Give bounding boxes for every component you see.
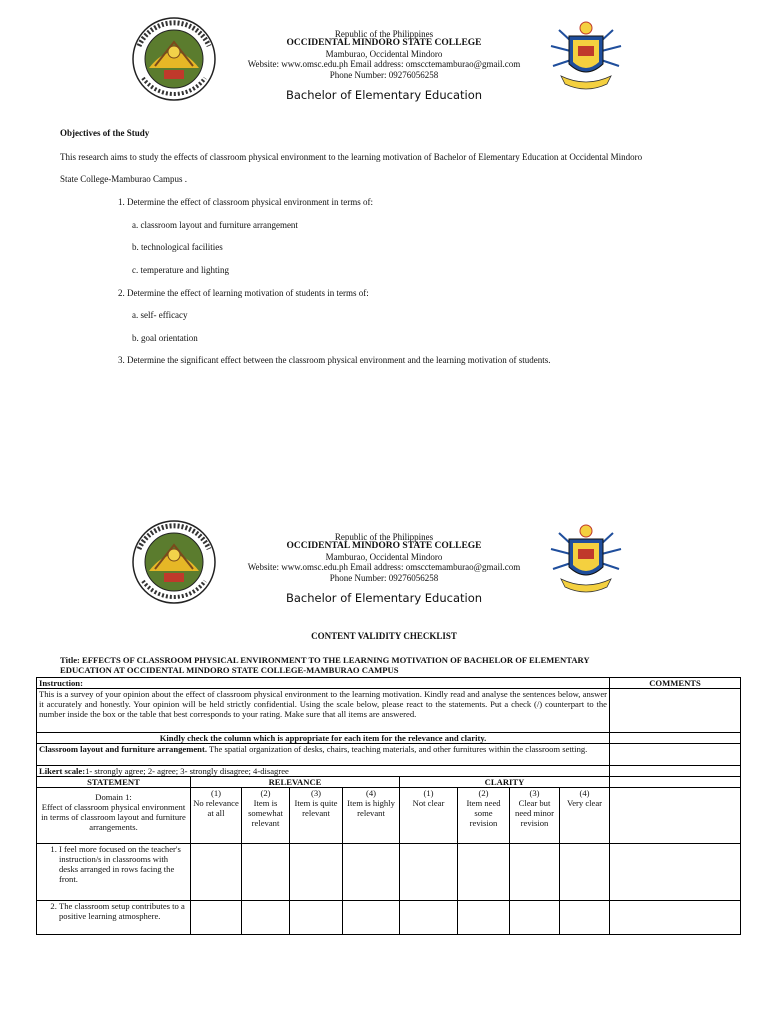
scale-number: (1) xyxy=(423,788,434,798)
objectives-heading: Objectives of the Study xyxy=(60,128,150,138)
header-phone: Phone Number: 09276056258 xyxy=(329,70,439,80)
header-website: Website: www.omsc.edu.ph Email address: omscctemamburao@gmail.com xyxy=(247,562,521,572)
rating-cell[interactable] xyxy=(458,844,510,901)
header-address: Mamburao, Occidental Mindoro xyxy=(325,552,443,562)
comments-cell[interactable] xyxy=(610,733,741,744)
checklist-heading: CONTENT VALIDITY CHECKLIST xyxy=(311,631,457,641)
statement-text: 2. The classroom setup contributes to a positive learning atmosphere. xyxy=(59,901,188,921)
statement-cell xyxy=(37,901,191,935)
scale-label: No relevance at all xyxy=(193,798,239,818)
objective-2b: b. goal orientation xyxy=(132,333,198,343)
objective-3: 3. Determine the significant effect between the classroom physical environment and the learning motivation of students. xyxy=(118,355,551,365)
rating-cell[interactable] xyxy=(242,901,290,935)
header-college: OCCIDENTAL MINDORO STATE COLLEGE xyxy=(286,38,482,48)
rating-cell[interactable] xyxy=(290,844,343,901)
table-row xyxy=(37,901,741,935)
header-republic: Republic of the Philippines xyxy=(334,532,434,542)
scale-label: Item is highly relevant xyxy=(347,798,395,818)
header-program: Bachelor of Elementary Education xyxy=(285,591,483,605)
comments-header: COMMENTS xyxy=(610,678,741,689)
college-seal-logo xyxy=(131,519,217,605)
rating-cell[interactable] xyxy=(191,844,242,901)
objective-2: 2. Determine the effect of learning motivation of students in terms of: xyxy=(118,288,369,298)
scale-number: (2) xyxy=(260,788,271,798)
department-crest-logo xyxy=(547,519,625,597)
instruction-text: This is a survey of your opinion about the effect of classroom physical environment to the learning motivation. Kindly read and analyse the sentences below, answer it accurately and honestly. Your opinion will be held strictly confidential. Using the scale below, please react to the statements. Put a check (/) counterpart to the number inside the box or the table that best corresponds to your rating. Make sure that all items are answered. xyxy=(37,689,610,733)
header-republic: Republic of the Philippines xyxy=(334,29,434,39)
clarity-header: CLARITY xyxy=(400,777,610,788)
header-college: OCCIDENTAL MINDORO STATE COLLEGE xyxy=(286,541,482,551)
scale-number: (3) xyxy=(310,788,322,798)
rating-cell[interactable] xyxy=(510,844,560,901)
clarity-col-1 xyxy=(400,788,458,844)
objective-2a: a. self- efficacy xyxy=(132,310,188,320)
scale-label: Very clear xyxy=(566,798,603,808)
relevance-col-2 xyxy=(242,788,290,844)
scale-number: (4) xyxy=(365,788,377,798)
relevance-col-4 xyxy=(343,788,400,844)
rating-cell[interactable] xyxy=(191,901,242,935)
rating-cell[interactable] xyxy=(560,901,610,935)
scale-label: Clear but need minor revision xyxy=(515,798,554,828)
clarity-col-2 xyxy=(458,788,510,844)
rating-cell[interactable] xyxy=(242,844,290,901)
department-crest-logo xyxy=(547,16,625,94)
domain-description xyxy=(37,744,610,766)
checklist-title-line2: EDUCATION AT OCCIDENTAL MINDORO STATE COLLEGE-MAMBURAO CAMPUS xyxy=(60,665,399,675)
rating-cell[interactable] xyxy=(510,901,560,935)
domain-cell-text: Effect of classroom physical environment in terms of classroom layout and furniture arrangements. xyxy=(41,802,186,832)
domain-cell-title: Domain 1: xyxy=(95,792,132,802)
statement-header: STATEMENT xyxy=(37,777,191,788)
comments-cell[interactable] xyxy=(610,788,741,844)
scale-label: Item is somewhat relevant xyxy=(248,798,283,828)
comments-cell[interactable] xyxy=(610,744,741,766)
rating-cell[interactable] xyxy=(560,844,610,901)
objective-1c: c. temperature and lighting xyxy=(132,265,229,275)
table-row xyxy=(37,844,741,901)
scale-label: Item is quite relevant xyxy=(294,798,338,818)
objective-1: 1. Determine the effect of classroom physical environment in terms of: xyxy=(118,197,374,207)
college-seal-logo xyxy=(131,16,217,102)
scale-number: (1) xyxy=(210,788,222,798)
domain-desc: The spatial organization of desks, chairs, teaching materials, and other furnitures within the classroom setting. xyxy=(206,744,588,754)
rating-cell[interactable] xyxy=(290,901,343,935)
comments-cell[interactable] xyxy=(610,689,741,733)
comments-cell[interactable] xyxy=(610,901,741,935)
clarity-col-4 xyxy=(560,788,610,844)
scale-number: (3) xyxy=(529,788,540,798)
relevance-header: RELEVANCE xyxy=(191,777,400,788)
clarity-col-3 xyxy=(510,788,560,844)
statement-text: 1. I feel more focused on the teacher's instruction/s in classrooms with desks arranged in rows facing the front. xyxy=(59,844,188,884)
comments-cell[interactable] xyxy=(610,844,741,901)
objective-1b: b. technological facilities xyxy=(132,242,223,252)
objective-1a: a. classroom layout and furniture arrangement xyxy=(132,220,298,230)
rating-cell[interactable] xyxy=(343,901,400,935)
kindly-check-text: Kindly check the column which is appropriate for each item for the relevance and clarity. xyxy=(37,733,610,744)
relevance-col-3 xyxy=(290,788,343,844)
objectives-intro-line1: This research aims to study the effects of classroom physical environment to the learning motivation of Bachelor of Elementary Education at Occidental Mindoro xyxy=(60,152,643,162)
rating-cell[interactable] xyxy=(343,844,400,901)
header-address: Mamburao, Occidental Mindoro xyxy=(325,49,443,59)
relevance-col-1 xyxy=(191,788,242,844)
likert-scale xyxy=(37,766,610,777)
domain-cell xyxy=(37,788,191,844)
statement-cell xyxy=(37,844,191,901)
instruction-label: Instruction: xyxy=(37,678,610,689)
header-website: Website: www.omsc.edu.ph Email address: omscctemamburao@gmail.com xyxy=(247,59,521,69)
comments-cell[interactable] xyxy=(610,777,741,788)
scale-number: (2) xyxy=(478,788,489,798)
objectives-intro-line2: State College-Mamburao Campus . xyxy=(60,174,187,184)
checklist-title-line1: Title: EFFECTS OF CLASSROOM PHYSICAL ENVIRONMENT TO THE LEARNING MOTIVATION OF BACHELOR OF ELEMENTARY xyxy=(60,655,590,665)
header-program: Bachelor of Elementary Education xyxy=(285,88,483,102)
content-validity-table xyxy=(36,677,741,935)
rating-cell[interactable] xyxy=(400,844,458,901)
likert-label: Likert scale: xyxy=(39,766,86,776)
domain-name: Classroom layout and furniture arrangement. xyxy=(39,744,207,754)
header-phone: Phone Number: 09276056258 xyxy=(329,573,439,583)
scale-label: Not clear xyxy=(412,798,445,808)
rating-cell[interactable] xyxy=(458,901,510,935)
scale-number: (4) xyxy=(579,788,590,798)
comments-cell[interactable] xyxy=(610,766,741,777)
scale-label: Item need some revision xyxy=(466,798,501,828)
likert-text: 1- strongly agree; 2- agree; 3- strongly disagree; 4-disagree xyxy=(85,766,289,776)
rating-cell[interactable] xyxy=(400,901,458,935)
